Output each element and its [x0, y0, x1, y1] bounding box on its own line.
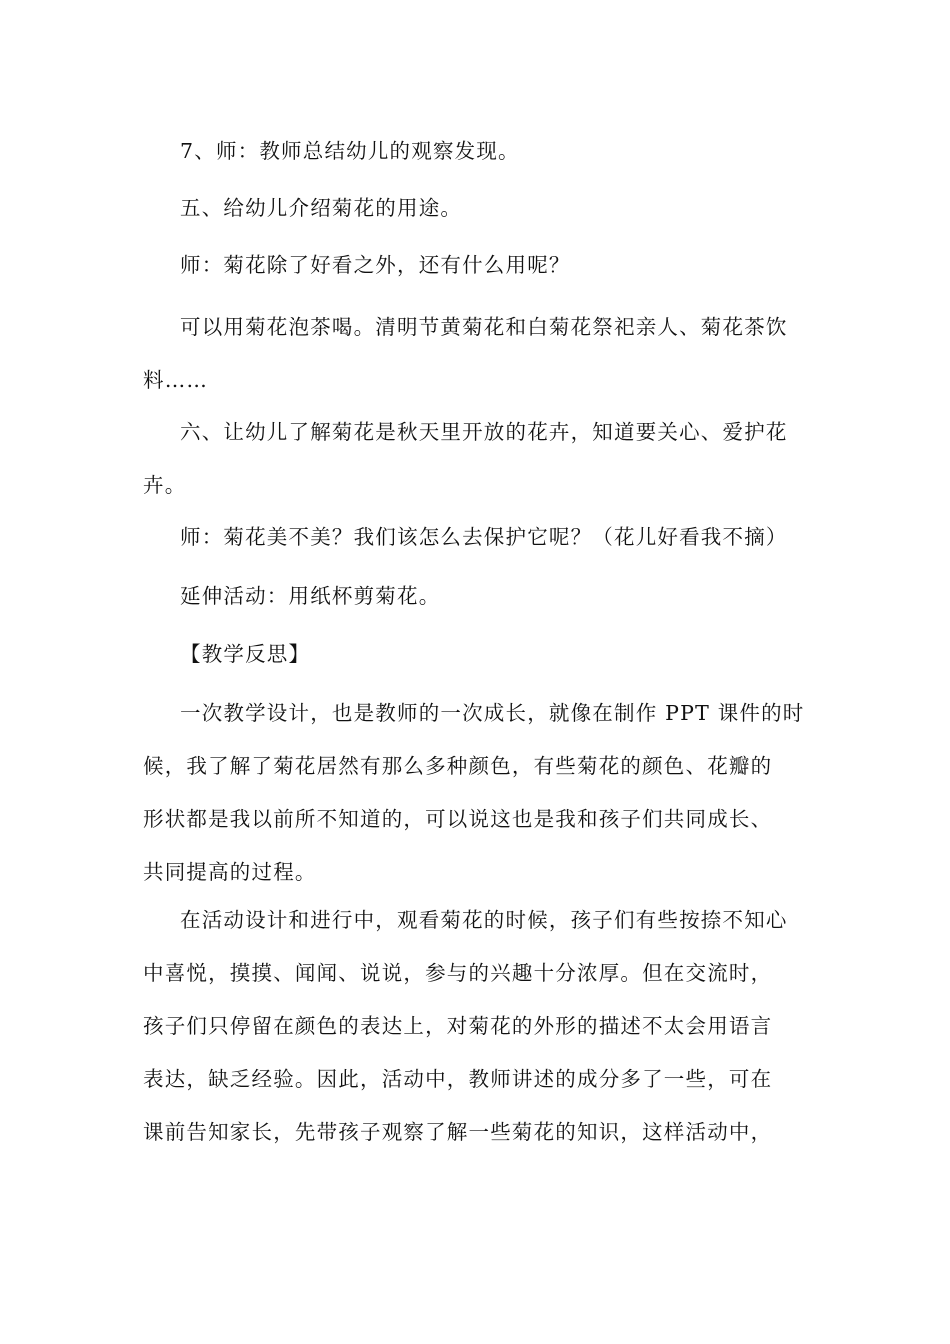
text-line: 五、给幼儿介绍菊花的用途。	[180, 196, 463, 220]
text-line: 可以用菊花泡茶喝。清明节黄菊花和白菊花祭祀亲人、菊花茶饮	[180, 315, 788, 339]
text-line: 孩子们只停留在颜色的表达上，对菊花的外形的描述不太会用语言	[143, 1014, 773, 1038]
paragraph-section-six-heading	[143, 406, 807, 512]
text-line: 延伸活动：用纸杯剪菊花。	[180, 584, 441, 608]
text-line: 料……	[143, 368, 209, 392]
text-line: 卉。	[143, 473, 187, 497]
text-line: 师：菊花美不美？我们该怎么去保护它呢？（花儿好看我不摘）	[180, 525, 788, 549]
text-line: 六、让幼儿了解菊花是秋天里开放的花卉，知道要关心、爱护花	[180, 420, 788, 444]
paragraph-extension-activity	[143, 570, 807, 623]
paragraph-teacher-summary	[143, 125, 807, 178]
text-line: 师：菊花除了好看之外，还有什么用呢？	[180, 253, 571, 277]
section-heading-teaching-reflection	[143, 628, 807, 681]
text-line: 7、师：教师总结幼儿的观察发现。	[180, 139, 520, 163]
text-line: 形状都是我以前所不知道的，可以说这也是我和孩子们共同成长、	[143, 807, 773, 831]
text-line: 候，我了解了菊花居然有那么多种颜色，有些菊花的颜色、花瓣的	[143, 754, 773, 778]
text-line: 共同提高的过程。	[143, 860, 317, 884]
paragraph-chrysanthemum-uses	[143, 301, 807, 407]
text-line: 在活动设计和进行中，观看菊花的时候，孩子们有些按捺不知心	[180, 908, 788, 932]
paragraph-reflection-activity	[143, 894, 807, 1159]
text-line: 中喜悦，摸摸、闻闻、说说，参与的兴趣十分浓厚。但在交流时，	[143, 961, 773, 985]
paragraph-reflection-growth	[143, 687, 807, 899]
paragraph-section-five-heading	[143, 182, 807, 235]
text-line: 表达，缺乏经验。因此，活动中，教师讲述的成分多了一些，可在	[143, 1067, 773, 1091]
paragraph-teacher-protect-question	[143, 511, 807, 564]
paragraph-teacher-question	[143, 239, 807, 292]
text-line: 一次教学设计，也是教师的一次成长，就像在制作 PPT 课件的时	[180, 701, 805, 725]
text-line: 【教学反思】	[180, 642, 311, 666]
text-line: 课前告知家长，先带孩子观察了解一些菊花的知识，这样活动中，	[143, 1120, 773, 1144]
